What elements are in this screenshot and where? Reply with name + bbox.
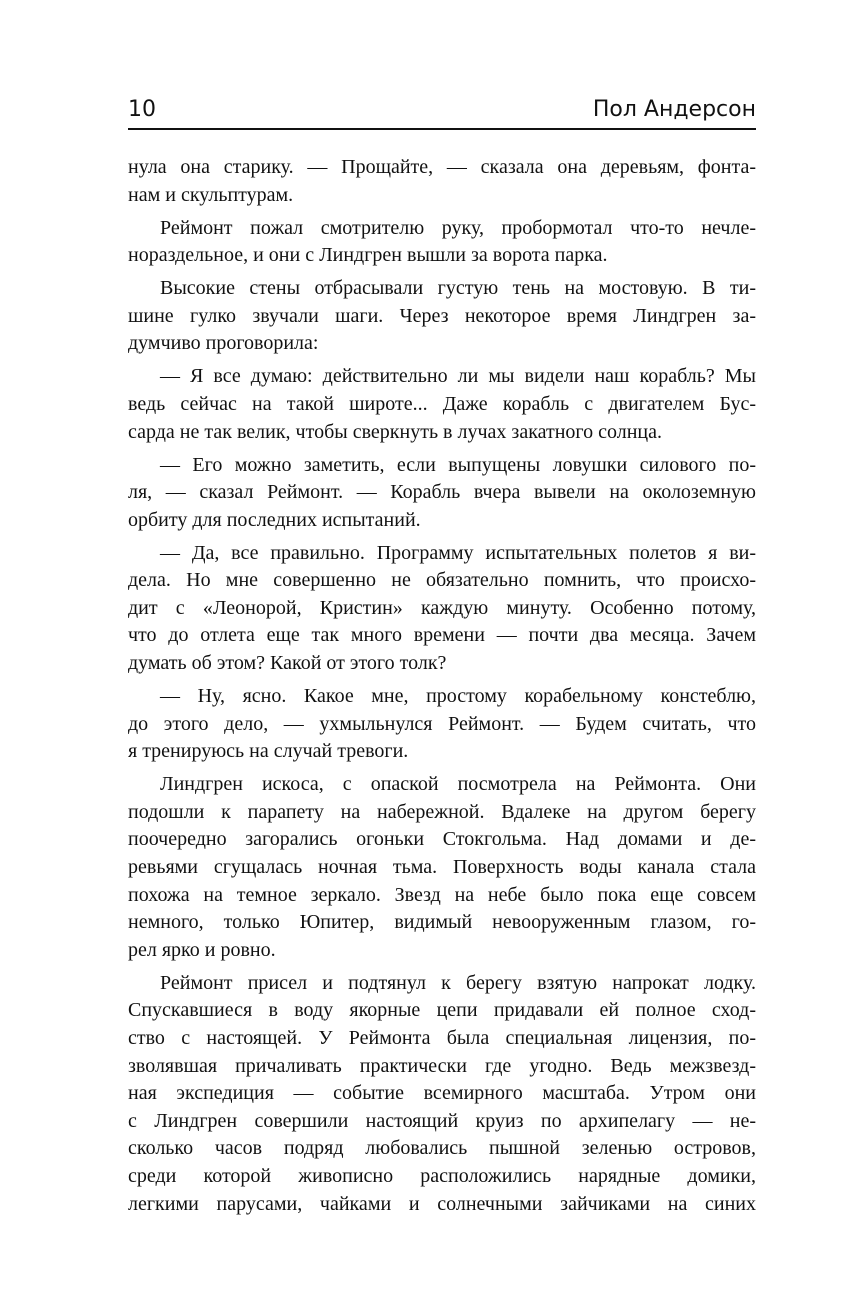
text-line: Линдгрен искоса, с опаской посмотрела на Реймонта. Они xyxy=(160,773,756,796)
text-line: похожа на темное зеркало. Звезд на небе было пока еще совсем xyxy=(128,883,756,906)
text-line: с Линдгрен совершили настоящий круиз по архипелагу — не- xyxy=(128,1109,756,1132)
text-line: думать об этом? Какой от этого толк? xyxy=(128,652,447,675)
page-header xyxy=(128,94,756,130)
text-line: ная экспедиция — событие всемирного масштаба. Утром они xyxy=(128,1082,756,1105)
text-line: — Я все думаю: действительно ли мы видели наш корабль? Мы xyxy=(160,365,756,388)
text-line: сарда не так велик, чтобы сверкнуть в лучах закатного солнца. xyxy=(128,420,662,443)
text-line: дела. Но мне совершенно не обязательно помнить, что происхо- xyxy=(128,569,756,592)
paragraph xyxy=(128,154,756,209)
text-line: Спускавшиеся в воду якорные цепи придавали ей полное сход- xyxy=(128,999,756,1022)
text-line: до этого дело, — ухмыльнулся Реймонт. — Будем считать, что xyxy=(128,712,756,735)
text-line: — Его можно заметить, если выпущены ловушки силового по- xyxy=(160,453,756,476)
running-head-author: Пол Андерсон xyxy=(592,97,756,122)
text-line: нораздельное, и они с Линдгрен вышли за ворота парка. xyxy=(128,244,608,267)
text-line: ревьями сгущалась ночная тьма. Поверхность воды канала стала xyxy=(128,855,756,878)
text-line: зволявшая причаливать практически где угодно. Ведь межзвезд- xyxy=(128,1054,756,1077)
paragraph xyxy=(128,771,756,964)
text-line: — Ну, ясно. Какое мне, простому корабельному констеблю, xyxy=(160,685,756,708)
body-text xyxy=(128,154,756,1218)
text-line: я тренируюсь на случай тревоги. xyxy=(128,740,409,763)
text-line: — Да, все правильно. Программу испытательных полетов я ви- xyxy=(160,541,756,564)
text-line: ля, — сказал Реймонт. — Корабль вчера вывели на околоземную xyxy=(128,481,756,504)
text-line: поочередно загорались огоньки Стокгольма. Над домами и де- xyxy=(128,828,756,851)
text-line: что до отлета еще так много времени — почти два месяца. Зачем xyxy=(128,624,756,647)
text-line: подошли к парапету на набережной. Вдалеке на другом берегу xyxy=(128,800,756,823)
text-line: среди которой живописно расположились нарядные домики, xyxy=(128,1164,756,1187)
paragraph xyxy=(128,363,756,446)
paragraph xyxy=(128,215,756,270)
text-line: сколько часов подряд любовались пышной зеленью островов, xyxy=(128,1137,756,1160)
paragraph xyxy=(128,275,756,358)
text-line: думчиво проговорила: xyxy=(128,332,319,355)
text-line: рел ярко и ровно. xyxy=(128,938,276,961)
text-line: Реймонт пожал смотрителю руку, пробормотал что-то нечле- xyxy=(160,216,756,239)
text-line: Высокие стены отбрасывали густую тень на мостовую. В ти- xyxy=(160,277,756,300)
text-line: дит с «Леонорой, Кристин» каждую минуту. Особенно потому, xyxy=(128,596,756,619)
text-line: ство с настоящей. У Реймонта была специальная лицензия, по- xyxy=(128,1026,756,1049)
text-line: легкими парусами, чайками и солнечными зайчиками на синих xyxy=(128,1192,756,1215)
paragraph xyxy=(128,452,756,535)
text-line: нам и скульптурам. xyxy=(128,183,294,206)
paragraph xyxy=(128,970,756,1218)
text-line: немного, только Юпитер, видимый невооруженным глазом, го- xyxy=(128,911,756,934)
text-line: орбиту для последних испытаний. xyxy=(128,508,421,531)
paragraph xyxy=(128,540,756,678)
text-line: шине гулко звучали шаги. Через некоторое время Линдгрен за- xyxy=(128,304,756,327)
paragraph xyxy=(128,683,756,766)
page-number: 10 xyxy=(128,97,156,122)
text-line: ведь сейчас на такой широте... Даже корабль с двигателем Бус- xyxy=(128,392,756,415)
text-line: нула она старику. — Прощайте, — сказала она деревьям, фонта- xyxy=(128,156,756,178)
text-line: Реймонт присел и подтянул к берегу взятую напрокат лодку. xyxy=(160,971,756,994)
